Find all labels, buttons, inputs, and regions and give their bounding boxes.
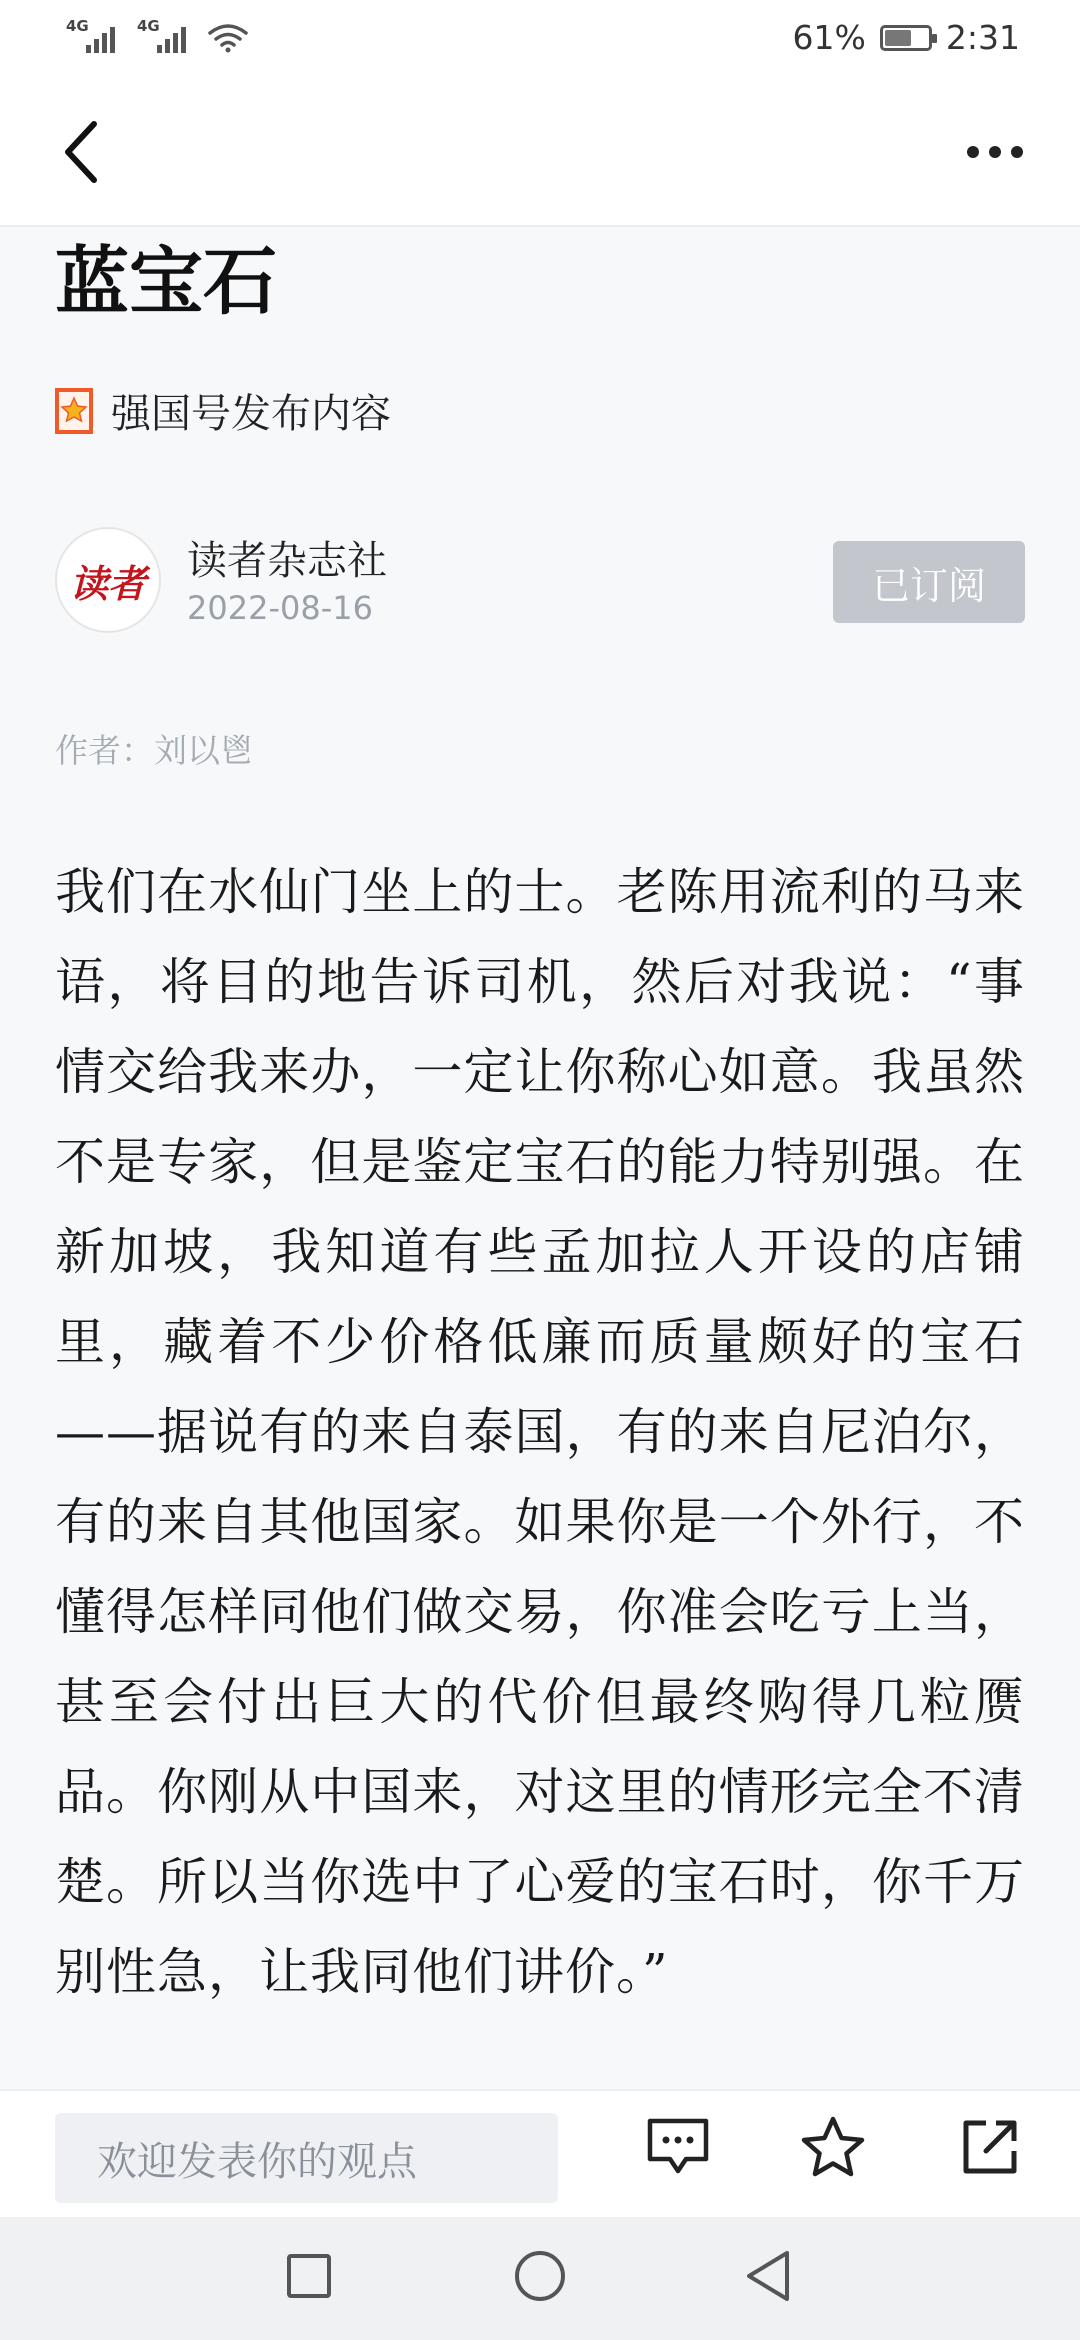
more-dots-icon: [1011, 146, 1023, 158]
article-title: 蓝宝石: [55, 239, 277, 325]
home-button[interactable]: [505, 2241, 575, 2311]
recent-apps-button[interactable]: [274, 2241, 344, 2311]
source-tag: [55, 382, 391, 439]
clock: 2:31: [945, 18, 1020, 57]
back-button[interactable]: [52, 117, 112, 187]
source-tag-label: 强国号发布内容: [111, 391, 391, 437]
chevron-left-icon: [62, 120, 102, 184]
comment-icon: [646, 2117, 710, 2177]
nav-back-button[interactable]: [733, 2241, 803, 2311]
author-line: 作者：刘以鬯: [55, 731, 253, 770]
share-button[interactable]: [954, 2111, 1026, 2183]
system-nav-bar: [0, 2217, 1080, 2340]
signal-icon: [137, 16, 186, 53]
signal-label: 4G: [137, 16, 160, 35]
signal-label: 4G: [66, 16, 89, 35]
share-icon: [960, 2117, 1020, 2177]
comment-button[interactable]: [642, 2111, 714, 2183]
comment-input[interactable]: 欢迎发表你的观点: [55, 2113, 558, 2203]
app-bar: [0, 75, 1080, 227]
article-content[interactable]: [0, 227, 1080, 2089]
bottom-action-bar: [0, 2089, 1080, 2217]
publish-date: 2022-08-16: [187, 589, 373, 627]
more-button[interactable]: [950, 127, 1040, 177]
status-left: [66, 16, 248, 53]
favorite-button[interactable]: [797, 2111, 869, 2183]
star-icon: [800, 2115, 866, 2179]
signal-icon: [66, 16, 115, 53]
more-dots-icon: [989, 146, 1001, 158]
recent-apps-icon: [286, 2253, 332, 2299]
wifi-icon: [208, 23, 248, 53]
subscribe-button[interactable]: 已订阅: [833, 541, 1025, 623]
back-triangle-icon: [743, 2249, 793, 2303]
bookmark-star-icon: [55, 388, 93, 434]
battery-percent: 61%: [792, 18, 866, 57]
status-right: [793, 18, 1020, 57]
battery-icon: [880, 25, 932, 51]
home-icon: [513, 2249, 567, 2303]
more-dots-icon: [967, 146, 979, 158]
publisher-row: [55, 527, 1025, 637]
publisher-name[interactable]: 读者杂志社: [187, 538, 387, 584]
avatar[interactable]: 读者: [55, 527, 161, 633]
article-body: 我们在水仙门坐上的士。老陈用流利的马来语，将目的地告诉司机，然后对我说：“事情交给我来办，一定让你称心如意。我虽然不是专家，但是鉴定宝石的能力特别强。在新加坡，我知道有些孟加拉人开设的店铺里，藏着不少价格低廉而质量颇好的宝石——据说有的来自泰国，有的来自尼泊尔，有的来自其他国家。如果你是一个外行，不懂得怎样同他们做交易，你准会吃亏上当，甚至会付出巨大的代价但最终购得几粒赝品。你刚从中国来，对这里的情形完全不清楚。所以当你选中了心爱的宝石时，你千万别性急，让我同他们讲价。”: [55, 863, 1025, 2001]
status-bar: [0, 0, 1080, 75]
